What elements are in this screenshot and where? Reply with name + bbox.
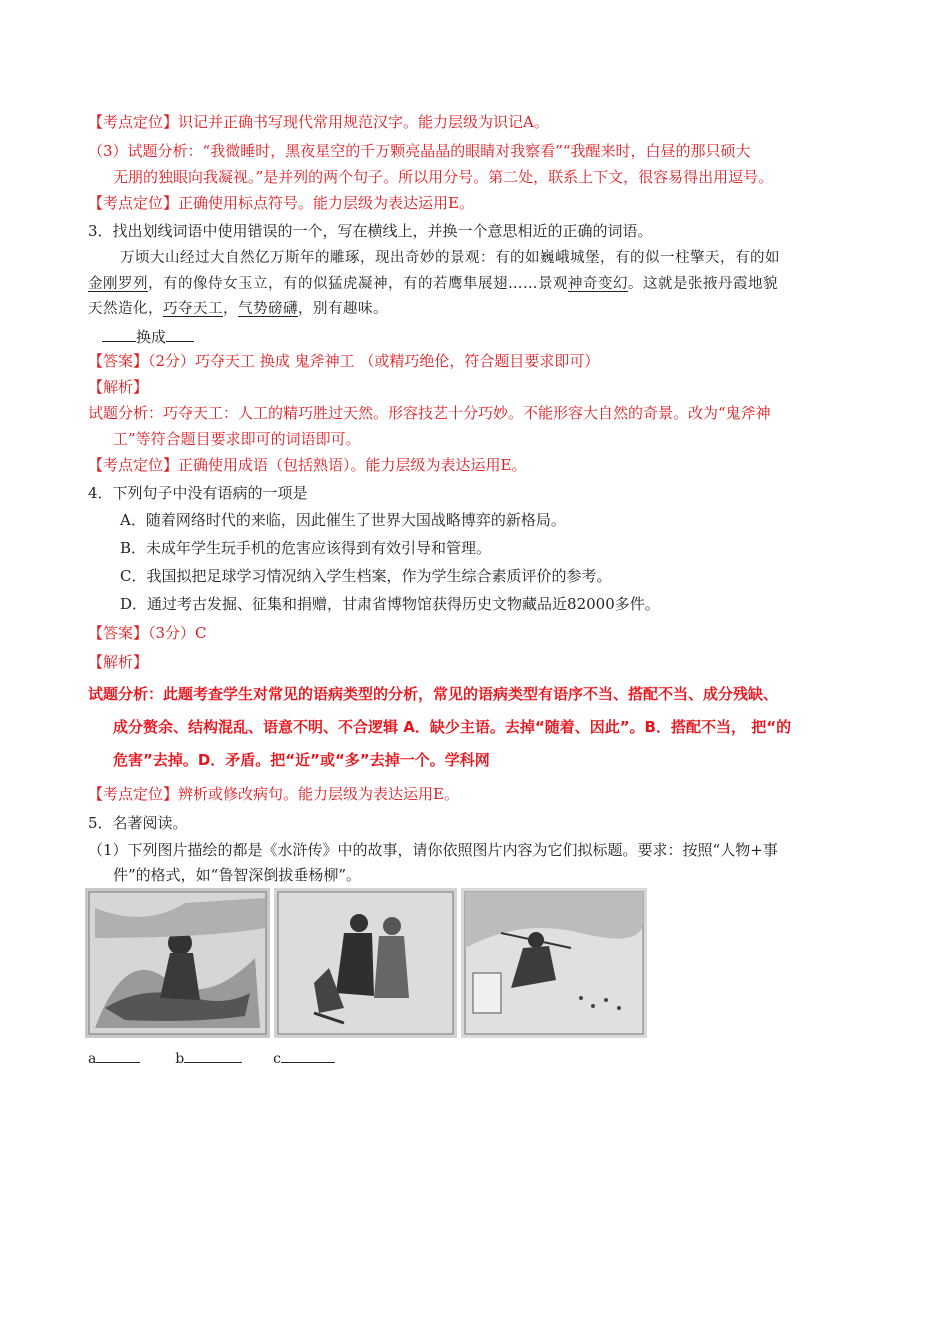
kaodian-2: 【考点定位】正确使用标点符号。能力层级为表达运用E。	[88, 194, 474, 212]
q4-option-a: A．随着网络时代的来临，因此催生了世界大国战略博弈的新格局。	[120, 511, 566, 529]
blank-label-a: a	[88, 1051, 97, 1067]
underlined-word: 巧夺天工	[163, 301, 223, 317]
fill-blank-2[interactable]	[166, 325, 194, 342]
passage-text: 。这就是张掖丹霞地貌	[628, 276, 778, 292]
q4-analysis-line-1: 试题分析：此题考查学生对常见的语病类型的分析，常见的语病类型有语序不当、搭配不当、成分残缺、	[88, 685, 779, 703]
kaodian-1: 【考点定位】识记并正确书写现代常用规范汉字。能力层级为识记A。	[88, 113, 549, 131]
underlined-word: 金刚罗列	[88, 276, 148, 292]
q4-option-c: C．我国拟把足球学习情况纳入学生档案，作为学生综合素质评价的参考。	[120, 567, 612, 585]
q4-answer: 【答案】（3分）C	[88, 624, 207, 642]
q3-analysis-line-2b: 工”等符合题目要求即可的词语即可。	[113, 430, 361, 448]
q5-answer-blanks	[88, 1046, 880, 1070]
q3-fill-line	[102, 325, 880, 348]
q4-kaodian: 【考点定位】辨析或修改病句。能力层级为表达运用E。	[88, 785, 459, 803]
illustration-wusong-tiger	[85, 888, 270, 1038]
q3-jiexi: 【解析】	[88, 378, 149, 396]
illustration-figures	[274, 888, 457, 1038]
q4-option-b: B．未成年学生玩手机的危害应该得到有效引导和管理。	[120, 539, 492, 557]
q5-stem: 5．名著阅读。	[88, 814, 188, 832]
q4-option-d: D．通过考古发掘、征集和捐赠，甘肃省博物馆获得历史文物藏品近82000多件。	[120, 595, 660, 613]
q3-passage-line-3	[88, 298, 880, 320]
passage-text: ，	[223, 301, 238, 317]
underlined-word: 神奇变幻	[568, 276, 628, 292]
blank-label-b: b	[175, 1051, 185, 1067]
passage-text: ，别有趣味。	[298, 301, 388, 317]
blank-a[interactable]	[96, 1046, 140, 1063]
blank-c[interactable]	[281, 1046, 335, 1063]
q5-sub-line-2: 件”的格式，如“鲁智深倒拔垂杨柳”。	[113, 866, 362, 884]
q3-analysis-line-1b: 试题分析：巧夺天工：人工的精巧胜过天然。形容技艺十分巧妙。不能形容大自然的奇景。改为“鬼斧神	[88, 404, 771, 422]
illustration-snow-scene	[461, 888, 647, 1038]
q3-kaodian: 【考点定位】正确使用成语（包括熟语）。能力层级为表达运用E。	[88, 456, 527, 474]
q3-passage-line-2	[88, 273, 880, 295]
q3-analysis-line-2: 无朋的独眼向我凝视。”是并列的两个句子。所以用分号。第二处，联系上下文，很容易得出用逗号。	[113, 168, 774, 186]
blank-label-c: c	[273, 1051, 281, 1067]
underlined-word: 气势磅礴	[238, 301, 298, 317]
passage-text: 天然造化，	[88, 301, 163, 317]
q3-analysis-line-1: （3）试题分析：“我微睡时，黑夜星空的千万颗亮晶晶的眼睛对我察看”“我醒来时，白昼的那只硕大	[88, 142, 751, 160]
q4-jiexi: 【解析】	[88, 653, 149, 671]
q3-stem: 3．找出划线词语中使用错误的一个，写在横线上，并换一个意思相近的正确的词语。	[88, 222, 653, 240]
q4-stem: 4．下列句子中没有语病的一项是	[88, 484, 308, 502]
passage-text: ，有的像侍女玉立，有的似猛虎凝神，有的若鹰隼展翅……景观	[148, 276, 568, 292]
q5-sub-line-1: （1）下列图片描绘的都是《水浒传》中的故事，请你依照图片内容为它们拟标题。要求：按照“人物+事	[88, 841, 778, 859]
fill-blank-1[interactable]	[102, 325, 136, 342]
fill-label: 换成	[136, 328, 167, 346]
blank-b[interactable]	[184, 1046, 242, 1063]
q3-passage-line-1: 万顷大山经过大自然亿万斯年的雕琢，现出奇妙的景观：有的如巍峨城堡，有的似一柱擎天，有的如	[120, 250, 780, 266]
q4-analysis-line-3: 危害”去掉。D．矛盾。把“近”或“多”去掉一个。学科网	[113, 751, 490, 769]
q3-answer: 【答案】（2分）巧夺天工 换成 鬼斧神工 （或精巧绝伦，符合题目要求即可）	[88, 352, 600, 370]
illustration-strip	[85, 888, 647, 1038]
q4-analysis-line-2: 成分赘余、结构混乱、语意不明、不合逻辑 A．缺少主语。去掉“随着、因此”。B．搭配不当， 把“的	[113, 718, 792, 736]
